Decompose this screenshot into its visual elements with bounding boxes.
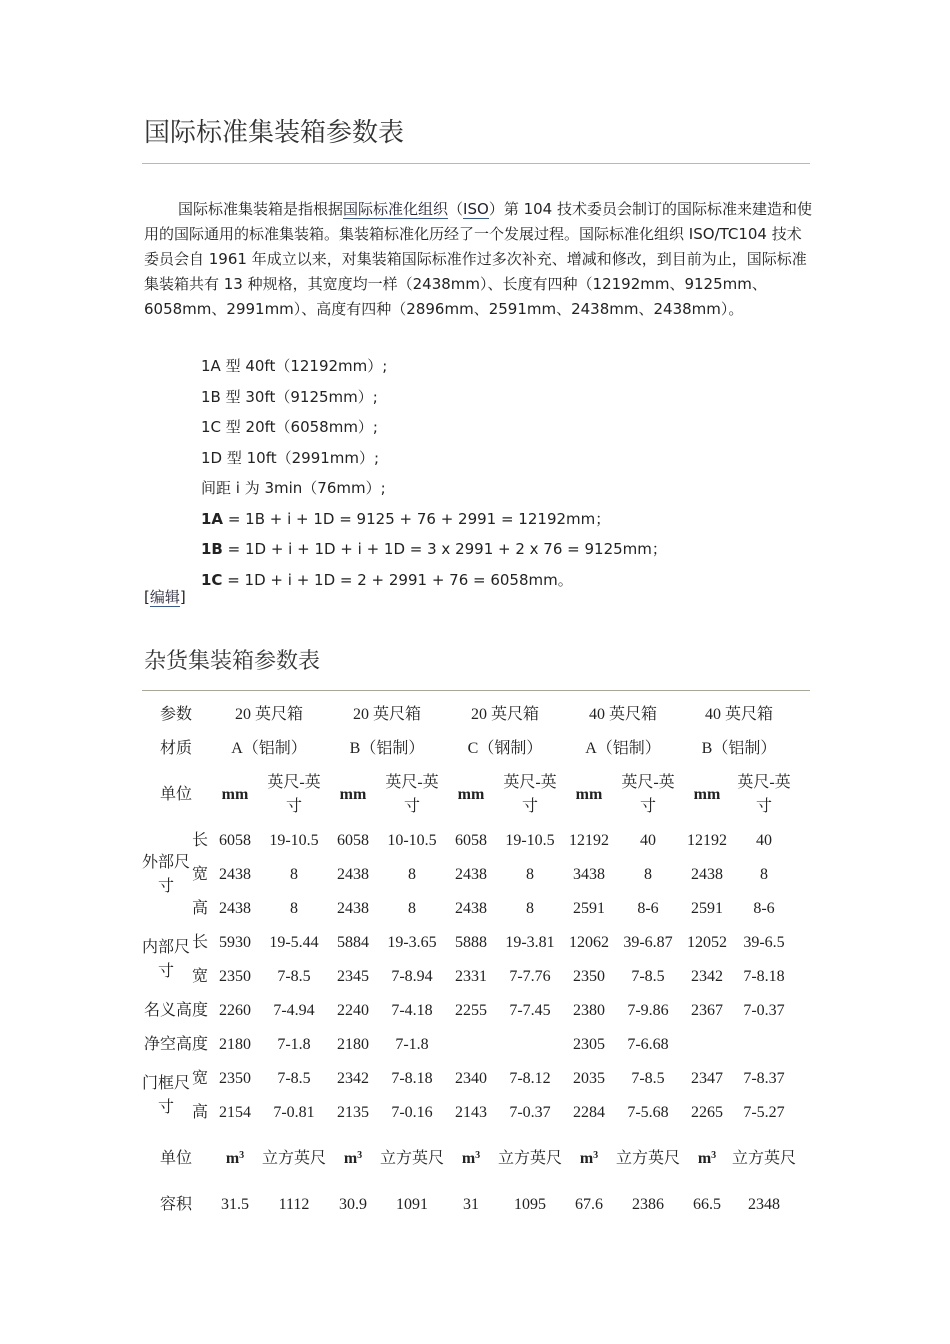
row-label: 单位 <box>159 786 192 803</box>
dimension-label: 高 <box>191 1104 208 1121</box>
table-cell: 2340 <box>455 1070 487 1087</box>
table-cell: 7-8.37 <box>743 1070 785 1087</box>
table-cell: 7-0.16 <box>391 1104 433 1121</box>
table-row <box>142 1188 796 1222</box>
table-cell: 7-5.68 <box>627 1104 669 1121</box>
table-cell: mm <box>457 786 485 803</box>
dimension-label: 高 <box>191 900 208 917</box>
table-cell <box>682 1028 732 1062</box>
table-cell: 5884 <box>337 934 369 951</box>
table-cell: 12062 <box>569 934 609 951</box>
table-cell: 3438 <box>573 866 605 883</box>
table-cell: 7-9.86 <box>627 1002 669 1019</box>
table-cell: 2331 <box>455 968 487 985</box>
table-cell: 7-8.18 <box>391 1070 433 1087</box>
table-cell: mm <box>339 786 367 803</box>
table-cell: 40 <box>756 832 772 849</box>
container-type-list <box>201 351 667 595</box>
table-cell: 19-10.5 <box>505 832 555 849</box>
table-cell: 2154 <box>219 1104 251 1121</box>
table-row <box>142 1028 796 1062</box>
table-cell: 8-6 <box>637 900 659 917</box>
table-cell: 2240 <box>337 1002 369 1019</box>
list-item: 1B 型 30ft（9125mm）; <box>201 387 378 406</box>
row-label: 净空高度 <box>143 1036 208 1053</box>
table-cell: 8-6 <box>753 900 775 917</box>
iso-link[interactable]: ISO <box>463 200 489 218</box>
table-row <box>142 960 796 994</box>
table-cell: 2380 <box>573 1002 605 1019</box>
intro-text-3: ）第 104 技术委员会制订的国际标准来建造和使用的国际通用的标准集装箱。集装箱标准化历经了一个发展过程。国际标准化组织 ISO/TC104 技术委员会自 1961 年成立以来，对集装箱国际标准作过多次补充、增减和修改，到目前为止，国际标准集装箱共有 13 种规格，其宽度均一样（2438mm）、长度有四种（12192mm、9125mm、6058mm、2991mm）、高度有四种（2896mm、2591mm、2438mm、2438mm）。 <box>144 200 812 318</box>
table-cell: 6058 <box>455 832 487 849</box>
table-cell: 19-10.5 <box>269 832 319 849</box>
table-cell: 立方英尺 <box>497 1150 562 1167</box>
table-cell: 7-0.37 <box>743 1002 785 1019</box>
table-cell: 1112 <box>278 1196 310 1213</box>
table-cell: 1091 <box>396 1196 428 1213</box>
list-item: 间距 i 为 3min（76mm）; <box>201 479 386 497</box>
table-cell: 7-8.5 <box>631 968 665 985</box>
table-row <box>142 926 796 960</box>
table-cell: 立方英尺 <box>732 1150 797 1167</box>
table-cell: 立方英尺 <box>379 1150 444 1167</box>
table-cell: 7-1.8 <box>395 1036 429 1053</box>
table-cell: 31 <box>463 1196 479 1213</box>
table-cell: 8 <box>408 866 416 883</box>
header-cell: 40 英尺箱 <box>704 706 773 723</box>
table-cell: 2438 <box>455 900 487 917</box>
header-cell: 40 英尺箱 <box>588 706 657 723</box>
dimension-label: 宽 <box>191 968 208 985</box>
table-cell: 英尺-英寸 <box>737 774 791 815</box>
dimension-label: 长 <box>191 832 208 849</box>
table-row <box>142 1096 796 1130</box>
table-cell: 8 <box>644 866 652 883</box>
table-cell: 6058 <box>337 832 369 849</box>
table-cell: 2350 <box>219 968 251 985</box>
table-cell: mm <box>693 786 721 803</box>
header-cell: 参数 <box>159 706 192 723</box>
table-cell: 英尺-英寸 <box>267 774 321 815</box>
table-cell: $m^3$ <box>697 1150 717 1167</box>
table-cell: 2135 <box>337 1104 369 1121</box>
table-cell: 英尺-英寸 <box>385 774 439 815</box>
table-cell: mm <box>575 786 603 803</box>
table-cell: 英尺-英寸 <box>621 774 675 815</box>
table-cell: 7-5.27 <box>743 1104 785 1121</box>
table-header-row <box>142 698 796 732</box>
row-group-label: 内部尺寸 <box>142 939 191 980</box>
row-label: 单位 <box>159 1150 192 1167</box>
dimension-label: 长 <box>191 934 208 951</box>
table-cell: 7-8.5 <box>631 1070 665 1087</box>
table-cell: 2180 <box>219 1036 251 1053</box>
table-cell: 2180 <box>337 1036 369 1053</box>
edit-section: [编辑] <box>144 588 186 606</box>
table-cell: 2350 <box>573 968 605 985</box>
table-cell: 2386 <box>632 1196 664 1213</box>
intro-text-1: 国际标准集装箱是指根据 <box>178 200 344 218</box>
table-cell: 39-6.5 <box>743 934 785 951</box>
table-cell <box>732 1028 796 1062</box>
table-cell: 7-7.45 <box>509 1002 551 1019</box>
row-label: 名义高度 <box>143 1002 208 1019</box>
header-cell: 20 英尺箱 <box>352 706 421 723</box>
table-cell: 2591 <box>691 900 723 917</box>
list-item: 1B = 1D + i + 1D + i + 1D = 3 x 2991 + 2 x 76 = 9125mm； <box>201 540 667 558</box>
table-cell: 7-4.18 <box>391 1002 433 1019</box>
table-cell: 10-10.5 <box>387 832 437 849</box>
table-cell: C（钢制） <box>467 740 543 757</box>
table-cell: 39-6.87 <box>623 934 673 951</box>
table-cell: 2305 <box>573 1036 605 1053</box>
table-cell: 7-6.68 <box>627 1036 669 1053</box>
table-cell: 2342 <box>337 1070 369 1087</box>
table-cell: 立方英尺 <box>261 1150 326 1167</box>
table-row <box>142 1130 796 1188</box>
intro-paragraph <box>144 197 812 322</box>
table-cell: 12192 <box>569 832 609 849</box>
header-cell: 20 英尺箱 <box>234 706 303 723</box>
list-item: 1C = 1D + i + 1D = 2 + 2991 + 76 = 6058mm。 <box>201 570 573 589</box>
table-cell: $m^3$ <box>225 1150 245 1167</box>
iso-org-link[interactable]: 国际标准化组织 <box>343 200 449 218</box>
table-cell: 立方英尺 <box>615 1150 680 1167</box>
table-cell: 7-8.5 <box>277 1070 311 1087</box>
intro-text-2: （ <box>448 200 464 218</box>
table-cell: 2255 <box>455 1002 487 1019</box>
table-cell: 66.5 <box>693 1196 721 1213</box>
table-cell: 2367 <box>691 1002 723 1019</box>
table-cell: 5888 <box>455 934 487 951</box>
table-cell: 2438 <box>691 866 723 883</box>
table-cell: 12052 <box>687 934 727 951</box>
list-item: 1C 型 20ft（6058mm）; <box>201 418 378 436</box>
table-cell: 6058 <box>219 832 251 849</box>
table-cell: B（铝制） <box>701 740 777 757</box>
table-cell: 2591 <box>573 900 605 917</box>
header-cell: 20 英尺箱 <box>470 706 539 723</box>
table-cell: 2438 <box>337 866 369 883</box>
edit-link[interactable]: 编辑 <box>149 588 180 606</box>
table-cell: 2347 <box>691 1070 723 1087</box>
page-title: 国际标准集装箱参数表 <box>144 118 405 148</box>
table-cell: 2035 <box>573 1070 605 1087</box>
table-cell: 7-8.12 <box>509 1070 551 1087</box>
table-cell: 8 <box>408 900 416 917</box>
table-cell: A（铝制） <box>585 740 661 757</box>
table-cell: 7-4.94 <box>273 1002 315 1019</box>
table-cell: 8 <box>760 866 768 883</box>
table-cell: $m^3$ <box>343 1150 363 1167</box>
table-cell: 7-8.5 <box>277 968 311 985</box>
list-item: 1A 型 40ft（12192mm）; <box>201 357 388 375</box>
table-cell: 2345 <box>337 968 369 985</box>
table-cell: A（铝制） <box>231 740 307 757</box>
table-cell: 2260 <box>219 1002 251 1019</box>
section-divider <box>142 690 810 691</box>
dimension-label: 宽 <box>191 1070 208 1087</box>
list-item: 1A = 1B + i + 1D = 9125 + 76 + 2991 = 12192mm； <box>201 509 611 528</box>
table-row <box>142 824 796 858</box>
row-group-label: 门框尺寸 <box>142 1075 191 1116</box>
table-cell: 7-8.18 <box>743 968 785 985</box>
dimension-label: 宽 <box>191 866 208 883</box>
table-cell: 30.9 <box>339 1196 367 1213</box>
table-cell: 31.5 <box>221 1196 249 1213</box>
table-cell: 2265 <box>691 1104 723 1121</box>
table-cell: 40 <box>640 832 656 849</box>
section-title: 杂货集装箱参数表 <box>144 649 321 674</box>
table-cell: mm <box>221 786 249 803</box>
table-cell: 2348 <box>748 1196 780 1213</box>
table-cell: 2284 <box>573 1104 605 1121</box>
table-cell: 5930 <box>219 934 251 951</box>
row-group-label: 外部尺寸 <box>142 854 191 895</box>
table-cell: B（铝制） <box>349 740 425 757</box>
table-cell: 7-1.8 <box>277 1036 311 1053</box>
list-item: 1D 型 10ft（2991mm）; <box>201 448 380 467</box>
title-divider <box>142 163 810 164</box>
table-cell: 7-0.81 <box>273 1104 315 1121</box>
table-cell: 8 <box>290 900 298 917</box>
table-cell <box>496 1028 564 1062</box>
table-cell: 2438 <box>455 866 487 883</box>
table-cell: 2438 <box>337 900 369 917</box>
cargo-container-table <box>142 698 796 1222</box>
table-cell: 2438 <box>219 866 251 883</box>
table-cell: 2438 <box>219 900 251 917</box>
table-cell: 2143 <box>455 1104 487 1121</box>
table-cell <box>446 1028 496 1062</box>
table-cell: 19-5.44 <box>269 934 319 951</box>
table-cell: 7-7.76 <box>509 968 551 985</box>
table-cell: $m^3$ <box>461 1150 481 1167</box>
table-cell: 19-3.81 <box>505 934 555 951</box>
table-cell: 19-3.65 <box>387 934 437 951</box>
row-label: 材质 <box>159 740 192 757</box>
table-cell: 7-0.37 <box>509 1104 551 1121</box>
table-cell: 1095 <box>514 1196 546 1213</box>
table-cell: 英尺-英寸 <box>503 774 557 815</box>
table-row <box>142 1062 796 1096</box>
table-row <box>142 994 796 1028</box>
table-row <box>142 732 796 766</box>
table-cell: 2350 <box>219 1070 251 1087</box>
table-cell: 8 <box>526 866 534 883</box>
table-cell: 8 <box>526 900 534 917</box>
table-cell: 67.6 <box>575 1196 603 1213</box>
row-label: 容积 <box>159 1196 192 1213</box>
table-cell: 8 <box>290 866 298 883</box>
table-cell: $m^3$ <box>579 1150 599 1167</box>
table-row <box>142 858 796 892</box>
table-cell: 12192 <box>687 832 727 849</box>
table-cell: 7-8.94 <box>391 968 433 985</box>
table-row <box>142 766 796 824</box>
table-row <box>142 892 796 926</box>
table-cell: 2342 <box>691 968 723 985</box>
